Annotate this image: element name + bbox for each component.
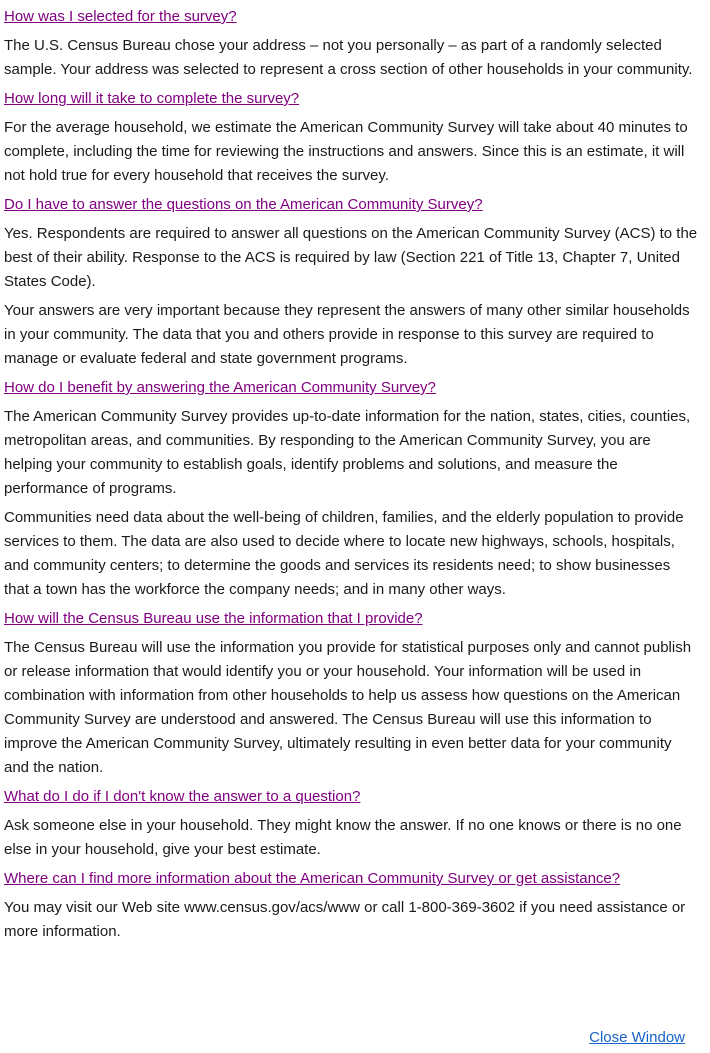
faq-question-link[interactable]: Where can I find more information about the American Community Survey or get assistance? <box>4 870 621 887</box>
faq-section <box>4 607 698 780</box>
faq-answer-paragraph: The American Community Survey provides up-to-date information for the nation, states, cities, counties, metropolitan areas, and communities. By responding to the American Community Survey, you are helping your community to establish goals, identify problems and solutions, and measure the performance of programs. <box>4 408 691 497</box>
faq-question-link[interactable]: Do I have to answer the questions on the American Community Survey? <box>4 196 483 213</box>
close-window-link[interactable]: Close Window <box>589 1029 685 1046</box>
faq-section <box>4 376 698 602</box>
faq-question-link[interactable]: How long will it take to complete the survey? <box>4 90 300 107</box>
faq-section <box>4 785 698 862</box>
faq-section <box>4 193 698 371</box>
faq-answer-paragraph: Communities need data about the well-being of children, families, and the elderly population to provide services to them. The data are also used to decide where to locate new highways, schools, hospitals, and community centers; to determine the goods and services its residents need; to show businesses that a town has the workforce the company needs; and in many other ways. <box>4 509 684 598</box>
faq-answer-paragraph: Your answers are very important because they represent the answers of many other similar households in your community. The data that you and others provide in response to this survey are required to manage or evaluate federal and state government programs. <box>4 302 690 367</box>
faq-question-link[interactable]: How will the Census Bureau use the information that I provide? <box>4 610 423 627</box>
faq-answer-paragraph: Yes. Respondents are required to answer all questions on the American Community Survey (ACS) to the best of their ability. Response to the ACS is required by law (Section 221 of Title 13, Chapter 7, United States Code). <box>4 225 698 290</box>
faq-answer-paragraph: The U.S. Census Bureau chose your address – not you personally – as part of a randomly selected sample. Your address was selected to represent a cross section of other households in your community. <box>4 37 693 78</box>
faq-section <box>4 87 698 188</box>
faq-section <box>4 5 698 82</box>
faq-section <box>4 867 698 944</box>
faq-question-link[interactable]: How was I selected for the survey? <box>4 8 237 25</box>
faq-question-link[interactable]: What do I do if I don't know the answer to a question? <box>4 788 361 805</box>
faq-content <box>0 5 710 944</box>
faq-question-link[interactable]: How do I benefit by answering the American Community Survey? <box>4 379 436 396</box>
faq-answer-paragraph: For the average household, we estimate the American Community Survey will take about 40 minutes to complete, including the time for reviewing the instructions and answers. Since this is an estimate, it will not hold true for every household that receives the survey. <box>4 119 688 184</box>
faq-answer-paragraph: The Census Bureau will use the information you provide for statistical purposes only and cannot publish or release information that would identify you or your household. Your information will be used in combination with information from other households to help us assess how questions on the American Community Survey are understood and answered. The Census Bureau will use this information to improve the American Community Survey, ultimately resulting in even better data for your community and the nation. <box>4 639 692 776</box>
faq-answer-paragraph: You may visit our Web site www.census.gov/acs/www or call 1-800-369-3602 if you need assistance or more information. <box>4 899 686 940</box>
faq-answer-paragraph: Ask someone else in your household. They might know the answer. If no one knows or there is no one else in your household, give your best estimate. <box>4 817 682 858</box>
